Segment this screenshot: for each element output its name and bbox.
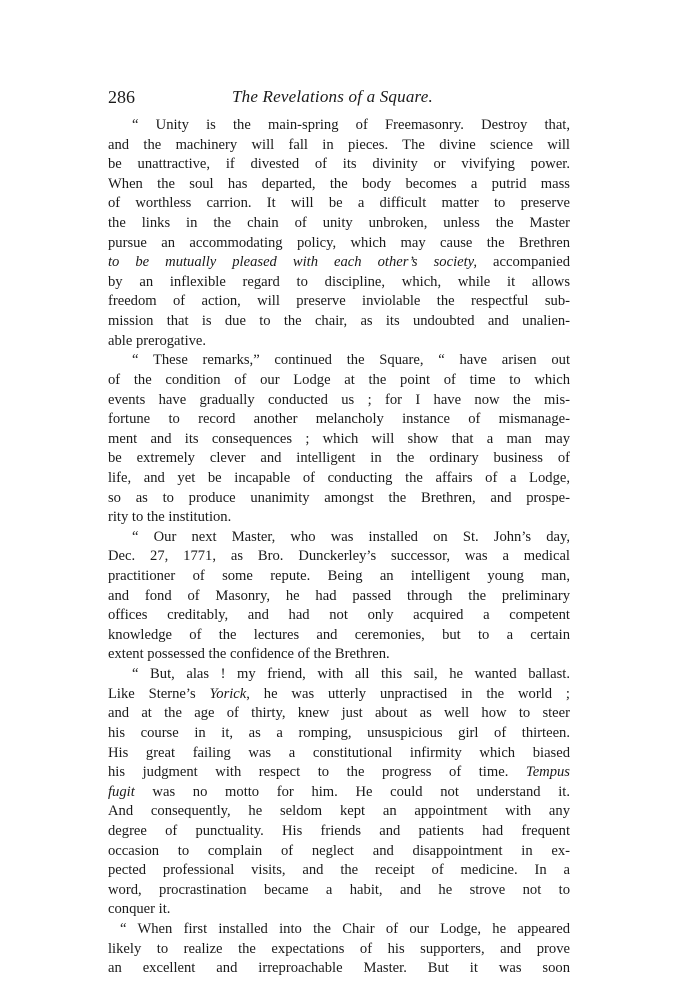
text-line: and at the age of thirty, knew just about as well how to steer	[108, 705, 570, 722]
text-line: offices creditably, and had not only acquired a competent	[108, 607, 570, 624]
text-line: the links in the chain of unity unbroken, unless the Master	[108, 215, 570, 232]
text-line: of the condition of our Lodge at the point of time to which	[108, 371, 570, 388]
text-line: “ Unity is the main-spring of Freemasonry. Destroy that,	[132, 117, 570, 133]
text-line: word, procrastination became a habit, and he strove not to	[108, 881, 570, 898]
text-line: fugit was no motto for him. He could not understand it.	[108, 783, 570, 800]
text-line: be extremely clever and intelligent in the ordinary business of	[108, 450, 570, 467]
text-line: of worthless carrion. It will be a difficult matter to preserve	[108, 195, 570, 212]
text-line: an excellent and irreproachable Master. But it was soon	[108, 960, 570, 977]
text-line: And consequently, he seldom kept an appointment with any	[108, 803, 570, 820]
text-line: fortune to record another melancholy instance of mismanage-	[108, 411, 570, 428]
text-line: mission that is due to the chair, as its undoubted and unalien-	[108, 313, 570, 330]
text-line: rity to the institution.	[108, 509, 232, 526]
text-line: ment and its consequences ; which will show that a man may	[108, 430, 570, 447]
text-line: events have gradually conducted us ; for I have now the mis-	[108, 391, 570, 408]
text-line: “ But, alas ! my friend, with all this sail, he wanted ballast.	[132, 666, 570, 683]
page-number: 286	[108, 87, 135, 107]
text-line: practitioner of some repute. Being an intelligent young man,	[108, 568, 570, 585]
text-line: “ These remarks,” continued the Square, “ have arisen out	[132, 352, 570, 369]
text-line: able prerogative.	[108, 332, 207, 349]
text-line: occasion to complain of neglect and disappointment in ex-	[108, 842, 570, 859]
text-line: When the soul has departed, the body becomes a putrid mass	[108, 175, 570, 192]
text-line: and the machinery will fall in pieces. The divine science will	[108, 136, 570, 153]
text-line: his course in it, as a romping, unsuspicious girl of thirteen.	[108, 724, 570, 741]
text-line: be unattractive, if divested of its divinity or vivifying power.	[108, 156, 570, 173]
text-line: degree of punctuality. His friends and patients had frequent	[108, 822, 570, 839]
text-line: Dec. 27, 1771, as Bro. Dunckerley’s successor, was a medical	[108, 548, 570, 565]
text-line: to be mutually pleased with each other’s society, accompanied	[108, 254, 570, 271]
body-text	[108, 116, 570, 979]
running-title: The Revelations of a Square.	[232, 87, 433, 106]
running-head	[108, 86, 570, 114]
text-line: pursue an accommodating policy, which may cause the Brethren	[108, 234, 570, 251]
text-line: and fond of Masonry, he had passed through the preliminary	[108, 587, 570, 604]
text-line: “ When first installed into the Chair of our Lodge, he appeared	[120, 920, 570, 937]
book-page	[108, 86, 570, 979]
text-line: conquer it.	[108, 901, 171, 918]
text-line: knowledge of the lectures and ceremonies, but to a certain	[108, 626, 570, 643]
text-line: by an inflexible regard to discipline, which, while it allows	[108, 273, 570, 290]
text-line: life, and yet be incapable of conducting the affairs of a Lodge,	[108, 469, 570, 486]
text-line: pected professional visits, and the receipt of medicine. In a	[108, 862, 570, 879]
text-line: His great failing was a constitutional infirmity which biased	[108, 744, 570, 761]
text-line: likely to realize the expectations of his supporters, and prove	[108, 940, 570, 957]
text-line: extent possessed the confidence of the Brethren.	[108, 646, 390, 663]
text-line: freedom of action, will preserve inviolable the respectful sub-	[108, 293, 570, 310]
text-line: Like Sterne’s Yorick, he was utterly unpractised in the world ;	[108, 685, 570, 702]
text-line: “ Our next Master, who was installed on St. John’s day,	[132, 528, 570, 545]
text-line: so as to produce unanimity amongst the Brethren, and prospe-	[108, 489, 570, 506]
text-line: his judgment with respect to the progress of time. Tempus	[108, 764, 570, 781]
